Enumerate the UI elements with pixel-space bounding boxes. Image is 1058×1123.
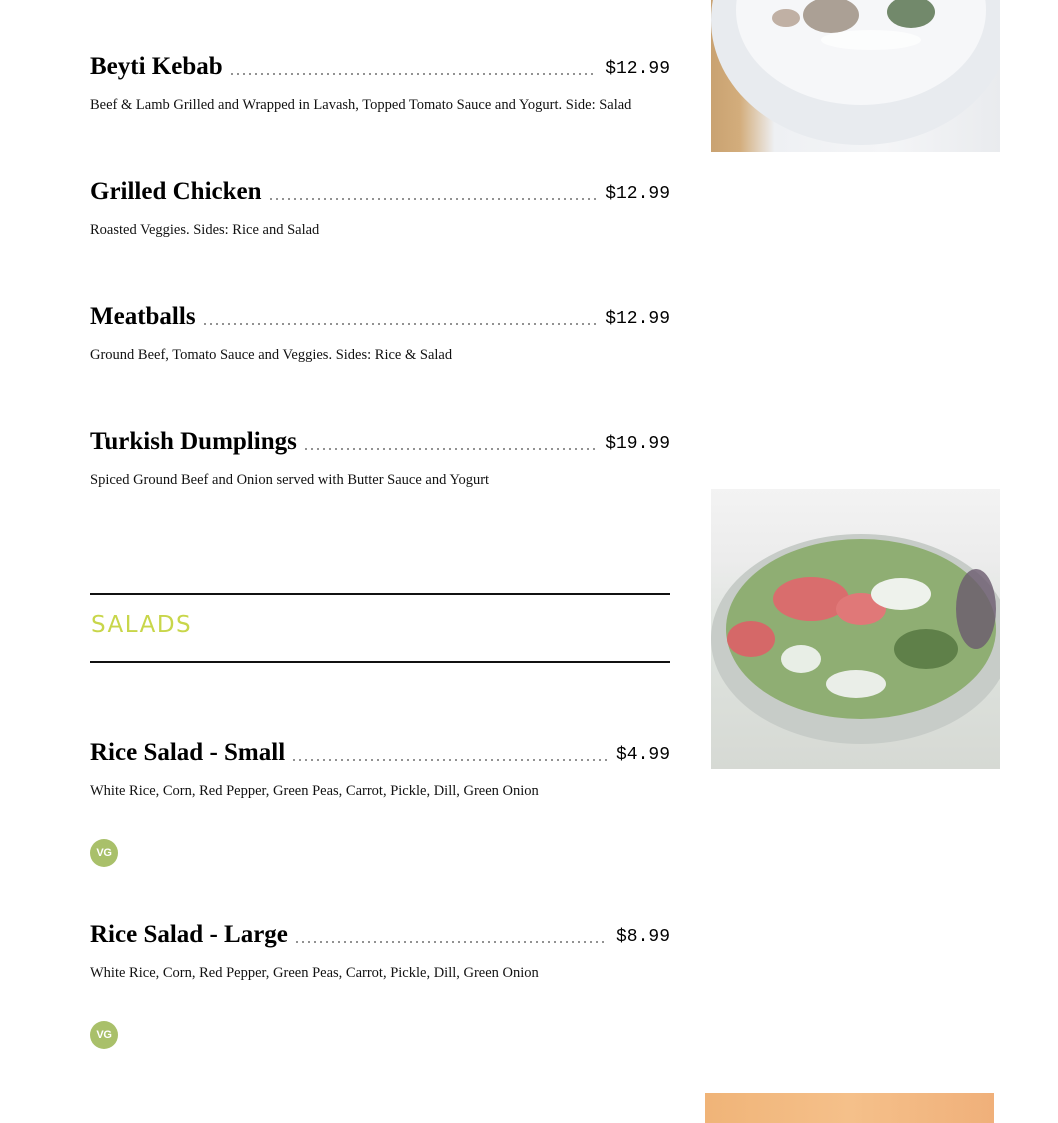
section-title: SALADS (91, 612, 193, 638)
item-description: Ground Beef, Tomato Sauce and Veggies. Sides: Rice & Salad (90, 347, 453, 363)
dot-leader (229, 72, 598, 76)
item-description: Spiced Ground Beef and Onion served with Butter Sauce and Yogurt (90, 472, 490, 488)
item-price: $19.99 (605, 434, 670, 454)
item-price: $8.99 (615, 927, 670, 947)
menu-item-beyti-kebab[interactable] (90, 48, 670, 113)
item-name: Rice Salad - Small (90, 739, 286, 766)
item-name: Meatballs (90, 303, 196, 330)
dot-leader (303, 447, 597, 451)
item-price: $4.99 (615, 745, 670, 765)
salad-bowl-image (711, 489, 1000, 769)
dot-leader (268, 197, 598, 201)
menu-item-grilled-chicken[interactable] (90, 173, 670, 238)
item-price: $12.99 (605, 59, 670, 79)
vegan-badge-icon: VG (90, 839, 118, 867)
menu-item-rice-salad-large[interactable] (90, 916, 670, 1041)
beyti-kebab-photo (711, 0, 1000, 152)
item-name: Turkish Dumplings (90, 428, 297, 455)
menu-item-rice-salad-small[interactable] (90, 734, 670, 859)
menu-item-turkish-dumplings[interactable] (90, 423, 670, 488)
item-description: White Rice, Corn, Red Pepper, Green Peas, Carrot, Pickle, Dill, Green Onion (90, 783, 539, 799)
plate-image (711, 0, 1000, 152)
item-price: $12.99 (605, 309, 670, 329)
dot-leader (202, 322, 598, 326)
item-description: White Rice, Corn, Red Pepper, Green Peas, Carrot, Pickle, Dill, Green Onion (90, 965, 539, 981)
item-name: Grilled Chicken (90, 178, 262, 205)
next-item-photo (705, 1093, 994, 1123)
item-price: $12.99 (605, 184, 670, 204)
item-description: Roasted Veggies. Sides: Rice and Salad (90, 222, 320, 238)
dot-leader (291, 758, 608, 762)
menu-item-meatballs[interactable] (90, 298, 670, 363)
item-description: Beef & Lamb Grilled and Wrapped in Lavash, Topped Tomato Sauce and Yogurt. Side: Salad (90, 97, 632, 113)
salads-section-header (90, 593, 670, 663)
item-name: Rice Salad - Large (90, 921, 288, 948)
item-name: Beyti Kebab (90, 53, 223, 80)
dot-leader (294, 940, 608, 944)
vegan-badge-icon: VG (90, 1021, 118, 1049)
salad-photo (711, 489, 1000, 769)
